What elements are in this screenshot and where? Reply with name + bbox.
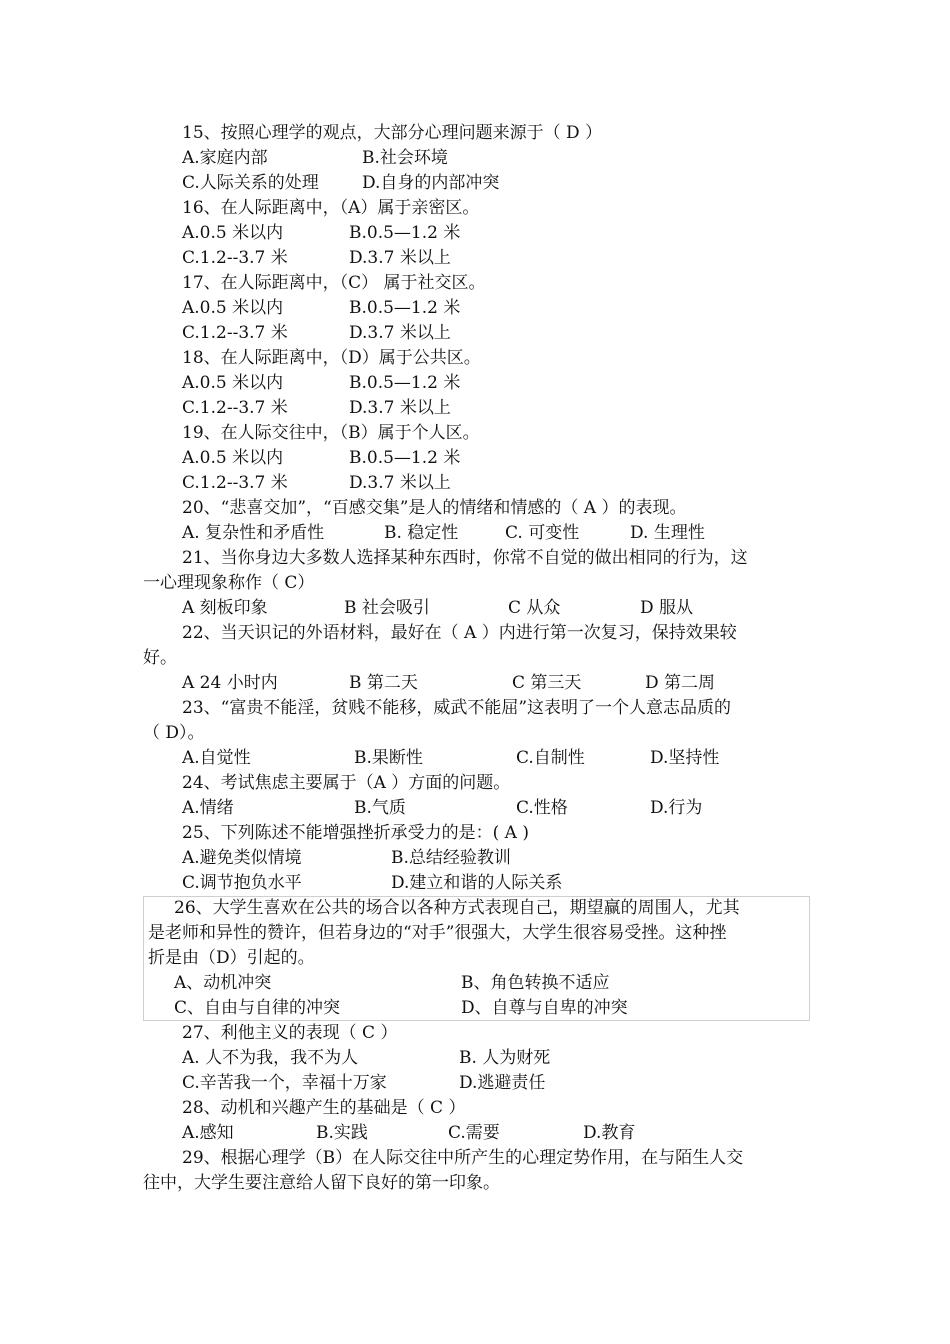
answer-option: D、自尊与自卑的冲突	[461, 998, 628, 1018]
answer-option: C.自制性	[516, 748, 585, 768]
answer-option: D.3.7 米以上	[349, 323, 451, 343]
answer-option: D.3.7 米以上	[349, 473, 451, 493]
answer-option: D.建立和谐的人际关系	[391, 873, 563, 893]
answer-option: B.0.5—1.2 米	[349, 373, 461, 393]
answer-option: A.情绪	[182, 798, 234, 818]
question-stem: 26、大学生喜欢在公共的场合以各种方式表现自己，期望赢的周围人，尤其	[174, 898, 740, 918]
question-stem: 15、按照心理学的观点，大部分心理问题来源于（ D ）	[182, 123, 603, 143]
answer-option: A.自觉性	[182, 748, 251, 768]
answer-option: B 社会吸引	[344, 598, 430, 618]
question-stem: 18、在人际距离中，（D）属于公共区。	[182, 348, 481, 368]
answer-option: C.需要	[448, 1123, 500, 1143]
answer-option: D.3.7 米以上	[349, 248, 451, 268]
answer-option: D.逃避责任	[459, 1073, 546, 1093]
answer-option: B. 人为财死	[459, 1048, 551, 1068]
answer-option: C、自由与自律的冲突	[174, 998, 341, 1018]
question-stem: 21、当你身边大多数人选择某种东西时，你常不自觉的做出相同的行为，这	[182, 548, 748, 568]
answer-option: A.0.5 米以内	[182, 223, 284, 243]
answer-option: C 第三天	[512, 673, 582, 693]
answer-option: C.1.2--3.7 米	[182, 248, 288, 268]
answer-option: D.坚持性	[650, 748, 720, 768]
answer-option: B.气质	[354, 798, 406, 818]
question-stem: 28、动机和兴趣产生的基础是（ C ）	[182, 1098, 466, 1118]
answer-option: C. 可变性	[505, 523, 580, 543]
question-stem-continued: 好。	[143, 648, 177, 668]
answer-option: C.人际关系的处理	[182, 173, 319, 193]
answer-option: A 24 小时内	[182, 673, 278, 693]
question-stem: 19、在人际交往中，（B）属于个人区。	[182, 423, 480, 443]
answer-option: D. 生理性	[630, 523, 705, 543]
answer-option: A.感知	[182, 1123, 234, 1143]
answer-option: D.行为	[650, 798, 703, 818]
answer-option: A. 人不为我，我不为人	[182, 1048, 359, 1068]
answer-option: B、角色转换不适应	[461, 973, 610, 993]
question-stem: 22、当天识记的外语材料，最好在（ A ）内进行第一次复习，保持效果较	[182, 623, 737, 643]
answer-option: B.0.5—1.2 米	[349, 298, 461, 318]
answer-option: A.0.5 米以内	[182, 373, 284, 393]
answer-option: A.0.5 米以内	[182, 298, 284, 318]
answer-option: B.社会环境	[362, 148, 448, 168]
answer-option: C.辛苦我一个，幸福十万家	[182, 1073, 387, 1093]
answer-option: B.果断性	[354, 748, 423, 768]
question-stem-continued: 是老师和异性的赞许，但若身边的“对手”很强大，大学生很容易受挫。这种挫	[148, 923, 727, 943]
answer-option: A. 复杂性和矛盾性	[182, 523, 325, 543]
answer-option: C 从众	[508, 598, 561, 618]
answer-option: B.0.5—1.2 米	[349, 448, 461, 468]
answer-option: B. 稳定性	[384, 523, 459, 543]
answer-option: B.0.5—1.2 米	[349, 223, 461, 243]
answer-option: C.性格	[516, 798, 568, 818]
question-stem-continued: 往中，大学生要注意给人留下良好的第一印象。	[143, 1173, 500, 1193]
answer-option: D.3.7 米以上	[349, 398, 451, 418]
answer-option: A、动机冲突	[174, 973, 272, 993]
question-stem-continued: 一心理现象称作（ C）	[143, 573, 315, 593]
question-stem: 24、考试焦虑主要属于（A ）方面的问题。	[182, 773, 511, 793]
answer-option: C.调节抱负水平	[182, 873, 302, 893]
question-stem-continued: （ D）。	[143, 723, 205, 743]
question-stem: 25、下列陈述不能增强挫折承受力的是：( A )	[182, 823, 529, 843]
answer-option: C.1.2--3.7 米	[182, 473, 288, 493]
answer-option: D 第二周	[645, 673, 716, 693]
answer-option: D.教育	[583, 1123, 636, 1143]
question-stem: 29、根据心理学（B）在人际交往中所产生的心理定势作用，在与陌生人交	[182, 1148, 744, 1168]
question-stem: 27、利他主义的表现（ C ）	[182, 1023, 398, 1043]
question-stem: 17、在人际距离中，（C） 属于社交区。	[182, 273, 486, 293]
answer-option: A.避免类似情境	[182, 848, 302, 868]
question-stem: 20、“悲喜交加”，“百感交集”是人的情绪和情感的（ A ）的表现。	[182, 498, 687, 518]
answer-option: A 刻板印象	[182, 598, 268, 618]
answer-option: B.总结经验教训	[391, 848, 511, 868]
question-stem: 16、在人际距离中，（A）属于亲密区。	[182, 198, 480, 218]
answer-option: A.家庭内部	[182, 148, 268, 168]
answer-option: D.自身的内部冲突	[362, 173, 500, 193]
answer-option: B 第二天	[349, 673, 418, 693]
question-stem-continued: 折是由（D）引起的。	[148, 948, 315, 968]
answer-option: C.1.2--3.7 米	[182, 398, 288, 418]
answer-option: D 服从	[640, 598, 694, 618]
answer-option: C.1.2--3.7 米	[182, 323, 288, 343]
answer-option: B.实践	[316, 1123, 368, 1143]
answer-option: A.0.5 米以内	[182, 448, 284, 468]
question-stem: 23、“富贵不能淫，贫贱不能移，威武不能屈”这表明了一个人意志品质的	[182, 698, 732, 718]
